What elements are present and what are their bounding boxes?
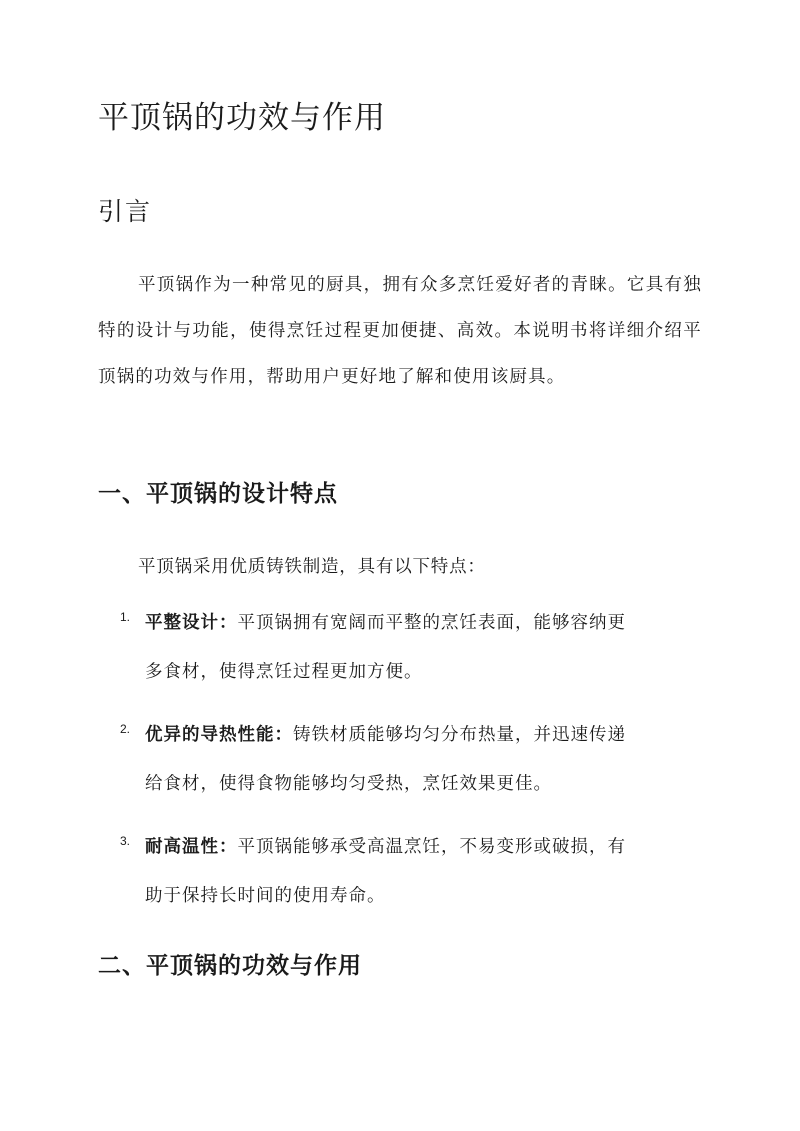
intro-heading: 引言 [98,197,153,226]
feature-text-continued: 助于保持长时间的使用寿命。 [145,886,386,906]
intro-paragraph: 平顶锅作为一种常见的厨具，拥有众多烹饪爱好者的青睐。它具有独特的设计与功能，使得烹饪过程更加便捷、高效。本说明书将详细介绍平顶锅的功效与作用，帮助用户更好地了解和使用该厨具。 [98,275,702,387]
feature-text: 平顶锅拥有宽阔而平整的烹饪表面，能够容纳更 [237,613,626,633]
feature-text-continued: 给食材，使得食物能够均匀受热，烹饪效果更佳。 [145,774,552,794]
feature-item [120,606,690,689]
feature-number: 3. [120,834,131,848]
feature-label: 耐高温性： [145,837,238,857]
section2-heading: 二、平顶锅的功效与作用 [98,953,362,979]
section1-heading: 一、平顶锅的设计特点 [98,481,338,507]
feature-number: 2. [120,722,131,736]
feature-label: 平整设计： [145,613,238,633]
feature-text-continued: 多食材，使得烹饪过程更加方便。 [145,662,423,682]
feature-label: 优异的导热性能： [145,725,293,745]
feature-text: 铸铁材质能够均匀分布热量，并迅速传递 [293,725,626,745]
document-title: 平顶锅的功效与作用 [98,100,386,136]
feature-number: 1. [120,610,131,624]
feature-item [120,718,690,801]
feature-item [120,830,690,913]
section1-intro: 平顶锅采用优质铸铁制造，具有以下特点： [138,557,486,577]
feature-text: 平顶锅能够承受高温烹饪，不易变形或破损，有 [237,837,626,857]
